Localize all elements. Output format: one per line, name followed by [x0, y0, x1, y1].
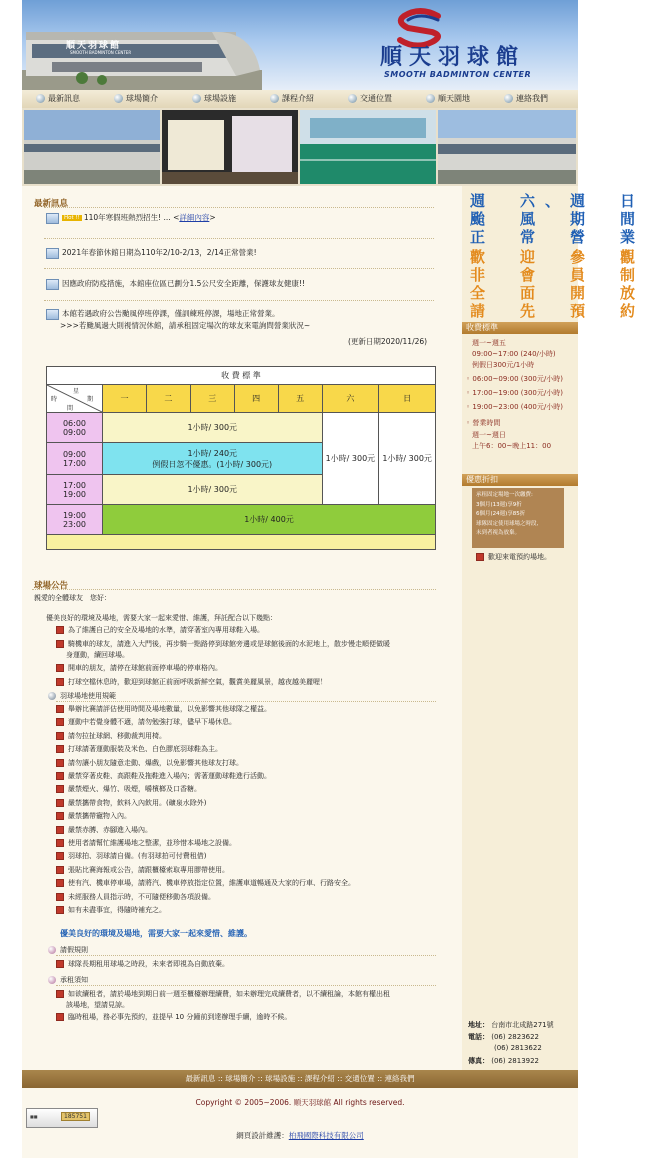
nav-facilities[interactable]: 球場設施 [192, 93, 236, 105]
bullet-icon [56, 745, 64, 753]
bullet-icon [56, 759, 64, 767]
bullet-icon [56, 664, 64, 672]
price-night: 1小時/ 400元 [102, 505, 435, 535]
phone-1: 電話： (06) 2823622 [468, 1033, 540, 1041]
section-notice: 承租須知 [48, 975, 88, 985]
time-day: 09:00 17:00 [47, 443, 103, 475]
day-sat: 六 [322, 385, 379, 413]
rule-use-item: 嚴禁煙火、爆竹、吸煙，嚼檳榔及口香糖。 [56, 784, 201, 794]
bullet-icon [56, 705, 64, 713]
bullet-icon [56, 732, 64, 740]
bullet-icon [476, 553, 484, 561]
price-early: 1小時/ 300元 [102, 413, 322, 443]
news-title: 最新訊息 [34, 199, 69, 209]
fee-head: 收費標準 [462, 322, 578, 334]
price-evening: 1小時/ 300元 [102, 475, 322, 505]
promo-head: 優惠折扣 [462, 474, 578, 486]
price-sun: 1小時/ 300元 [379, 413, 436, 505]
bullet-icon [56, 772, 64, 780]
section-use: 羽球場地使用規範 [48, 691, 116, 701]
photo-lobby [162, 110, 298, 184]
divider [44, 268, 434, 269]
bullet-icon [56, 640, 64, 648]
news-icon [46, 248, 59, 259]
rule-use-item: 運動中若覺身體不適，請勿勉強打球，儘早下場休息。 [56, 717, 236, 727]
fee-line-5: ◦ 17:00~19:00 (300元/小時) [466, 389, 563, 397]
rule-use-item: 羽球拍、羽球請自備。(有羽球拍可付費租借) [56, 851, 206, 861]
divider [44, 300, 434, 301]
rule-d-1-cont: 該場地，望請見諒。 [66, 1001, 129, 1009]
hours-head: ◦ 營業時間 [466, 419, 501, 427]
building-sign-en: SMOOTH BADMINTON CENTER [70, 50, 132, 55]
fee-line-3: 例假日300元/1小時 [472, 361, 535, 369]
rule-a-2: 騎機車的球友，請進入大門後，再步騎一點路停到球館旁邊或是球館後面的水泥地上，散步慢走順便做暖 [56, 639, 390, 649]
price-day: 1小時/ 240元 例假日忽不優惠。(1小時/ 300元) [102, 443, 322, 475]
slogan-blue-3: 正 常 營 業 [470, 228, 645, 246]
nav-location[interactable]: 交通位置 [348, 93, 392, 105]
rule-d-2: 臨時租場，務必事先預約，並提早 10 分鐘前到達辦理手續，逾時不候。 [56, 1012, 291, 1022]
rule-d-1: 如欲續租者，請於場地到期日前一週至櫃檯辦理續費，如未辦理完成續費者，以不續租論，本館有權出租 [56, 989, 390, 999]
divider [44, 207, 434, 208]
rule-use-item: 請勿讓小朋友隨意走動、爆戲，以免影響其他球友打球。 [56, 758, 243, 768]
address: 地址： 台南市北成路271號 [468, 1021, 554, 1029]
bullet-icon [192, 94, 201, 103]
slogan-orange-4: 請 先 預 約 [470, 302, 645, 320]
rule-c-1: 球隊長期租用球場之時段，未來者即視為自動放棄。 [56, 959, 229, 969]
announcement-title: 球場公告 [34, 581, 69, 591]
top-nav [22, 90, 578, 109]
section-rent: 請假規則 [48, 945, 88, 955]
page [22, 0, 645, 1158]
day-sun: 日 [379, 385, 436, 413]
bullet-icon [114, 94, 123, 103]
photo-courts [300, 110, 436, 184]
rule-a-2-cont: 身運動，續回球場。 [66, 651, 129, 659]
bullet-icon [348, 94, 357, 103]
slogan-orange-2: 非 會 員 制 [470, 266, 645, 284]
bullet-icon [56, 960, 64, 968]
news-item-3: 因應政府防疫措施，本館座位區已劃分1.5公尺安全距離，保護球友健康!! [46, 278, 305, 290]
reserve-text: 歡迎來電預約場地。 [476, 552, 551, 562]
day-fri: 五 [278, 385, 322, 413]
divider [56, 701, 436, 702]
bullet-icon [56, 852, 64, 860]
section-icon [48, 976, 56, 984]
logo-title: 順天羽球館 [380, 44, 526, 70]
fee-table [46, 366, 436, 550]
phone-2: (06) 2813622 [494, 1044, 542, 1052]
fee-line-6: ◦ 19:00~23:00 (400元/小時) [466, 403, 563, 411]
fee-table-footer [47, 535, 436, 550]
rule-use-item: 嚴禁穿著皮鞋、高跟鞋及拖鞋進入場內；需著運動球鞋進行活動。 [56, 771, 271, 781]
bullet-icon [56, 678, 64, 686]
copyright: Copyright © 2005~2006. 順天羽球館 All rights reserved. [195, 1098, 405, 1107]
design-link[interactable]: 柏飛國際科技有限公司 [288, 1131, 364, 1140]
bullet-icon [56, 1013, 64, 1021]
rule-use-item: 嚴禁赤膊、赤腳進入場內。 [56, 825, 152, 835]
footer-nav[interactable]: 最新訊息 :: 球場簡介 :: 球場設施 :: 課程介紹 :: 交通位置 :: 連絡我們 [22, 1070, 578, 1088]
bullet-icon [56, 893, 64, 901]
day-wed: 三 [190, 385, 234, 413]
bullet-icon [56, 799, 64, 807]
slogan-blue-2: 颱 風 期 間 [470, 210, 645, 228]
news-icon [46, 213, 59, 224]
logo-subtitle: SMOOTH BADMINTON CENTER [384, 70, 532, 79]
bullet-icon [56, 812, 64, 820]
news-icon [46, 279, 59, 290]
rule-use-item: 打球請著運動服裝及米色、白色膠底羽球鞋為主。 [56, 744, 222, 754]
bullet-icon [56, 718, 64, 726]
hours-line-1: 週一~週日 [472, 431, 506, 439]
rule-a-3: 開車的朋友，請停在球館前面停車場的停車格內。 [56, 663, 222, 673]
bullet-icon [56, 906, 64, 914]
divider [56, 985, 436, 986]
design-credit: 網頁設計維護：柏飛國際科技有限公司 [236, 1131, 364, 1140]
rule-a-4: 打球空檔休息時，歡迎到球館正前面呼吸新鮮空氣，觀賞美麗風景，越夜越美麗喔！ [56, 677, 327, 687]
announcement-greeting: 親愛的全體球友 您好： [34, 594, 111, 602]
fee-table-corner: 星 期 時 間 [47, 385, 103, 413]
fee-line-4: ◦ 06:00~09:00 (300元/小時) [466, 375, 563, 383]
bullet-icon [56, 990, 64, 998]
divider [56, 955, 436, 956]
bullet-icon [56, 879, 64, 887]
photo-exterior-2 [438, 110, 576, 184]
bullet-icon [426, 94, 435, 103]
news-updated: (更新日期2020/11/26) [348, 337, 428, 346]
news-item-4: 本館若遇政府公告颱風停班停課，僅訓練班停課，場地正常營業。 [46, 308, 280, 320]
bullet-icon [56, 839, 64, 847]
day-thu: 四 [234, 385, 278, 413]
fee-table-title: 收 費 標 準 [47, 367, 436, 385]
day-tue: 二 [146, 385, 190, 413]
sidebar [462, 186, 645, 1070]
rule-use-item: 舉辦比賽請評估使用時間及場地數量，以免影響其他球隊之權益。 [56, 704, 271, 714]
fee-line-2: 09:00~17:00 (240/小時) [472, 350, 556, 358]
announcement-intro: 優美良好的環境及場地，需要大家一起來愛惜、維護，拜託配合以下幾點： [46, 614, 277, 622]
bullet-icon [56, 785, 64, 793]
nav-intro[interactable]: 球場簡介 [114, 93, 158, 105]
news-detail-link[interactable]: 詳細內容 [179, 213, 210, 222]
rule-use-item: 嚴禁攜帶食物，飲料入內飲用。(礦泉水除外) [56, 798, 206, 808]
news-item-1: Hot !! 110年寒假班熱烈招生! ... <詳細內容> [46, 212, 216, 224]
nav-courses[interactable]: 課程介紹 [270, 93, 314, 105]
fee-line-1: 週一~週五 [472, 339, 506, 347]
announcement-highlight: 優美良好的環境及場地，需要大家一起來愛惜、維護。 [60, 929, 252, 938]
section-icon [48, 692, 56, 700]
promo-box: 承租固定場地一次繳費: 3個月(13週)享9折 6個月(24週)享85折 球隊固定使用球場之時段, 未到者視為放棄。 [472, 488, 564, 548]
hot-badge: Hot !! [64, 215, 80, 221]
price-sat: 1小時/ 300元 [322, 413, 379, 505]
rule-use-item: 張貼比賽海報或公告，請跟櫃檯索取專用膠帶使用。 [56, 865, 229, 875]
photo-strip [22, 108, 578, 186]
rule-use-item: 使有汽、機車停車場，請將汽、機車停放指定位置，維護車道暢通及大家的行車、行路安全。 [56, 878, 355, 888]
visitor-counter: ■■ 185751 [26, 1108, 98, 1128]
rule-use-item: 如有未盡事宜，得隨時補充之。 [56, 905, 166, 915]
nav-garden[interactable]: 順天園地 [426, 93, 470, 105]
building-sign: 順天羽球館 [66, 41, 122, 51]
nav-news[interactable]: 最新訊息 [36, 93, 80, 105]
slogan-orange-3: 全 面 開 放 [470, 284, 645, 302]
rule-use-item: 未經服務人員指示時，不可隨便移動各項設備。 [56, 892, 215, 902]
slogan-orange-1: 歡 迎 參 觀 [470, 248, 645, 266]
rule-use-item: 嚴禁攜帶寵物入內。 [56, 811, 131, 821]
slogan-blue-1: 週 六、週 日 [470, 192, 645, 210]
header-banner [22, 0, 578, 90]
bullet-icon [36, 94, 45, 103]
divider [44, 238, 434, 239]
news-item-4-cont: >>>若颱風過大則視情況休館，請承租固定場次的球友來電詢問營業狀況~ [60, 321, 311, 330]
section-icon [48, 946, 56, 954]
rule-a-1: 為了維護自己的安全及場地的水準，請穿著室內專用球鞋入場。 [56, 625, 264, 635]
fax: 傳真： (06) 2813922 [468, 1057, 540, 1065]
divider [32, 589, 436, 590]
nav-contact[interactable]: 連絡我們 [504, 93, 548, 105]
rule-use-item: 使用者請幫忙維護場地之整潔，並珍惜本場地之設備。 [56, 838, 236, 848]
news-icon [46, 309, 59, 320]
bullet-icon [504, 94, 513, 103]
time-early: 06:00 09:00 [47, 413, 103, 443]
bullet-icon [56, 866, 64, 874]
counter-icon: ■■ [30, 1114, 38, 1119]
day-mon: 一 [102, 385, 146, 413]
bullet-icon [56, 626, 64, 634]
photo-exterior [24, 110, 160, 184]
time-night: 19:00 23:00 [47, 505, 103, 535]
time-evening: 17:00 19:00 [47, 475, 103, 505]
building-illustration [22, 10, 262, 90]
bullet-icon [56, 826, 64, 834]
rule-use-item: 請勿拉扯球網、移動裁判用椅。 [56, 731, 166, 741]
news-item-2: 2021年春節休館日期為110年2/10-2/13，2/14正常營業! [46, 247, 257, 259]
bullet-icon [270, 94, 279, 103]
hours-line-2: 上午6：00~晚上11：00 [472, 442, 552, 450]
